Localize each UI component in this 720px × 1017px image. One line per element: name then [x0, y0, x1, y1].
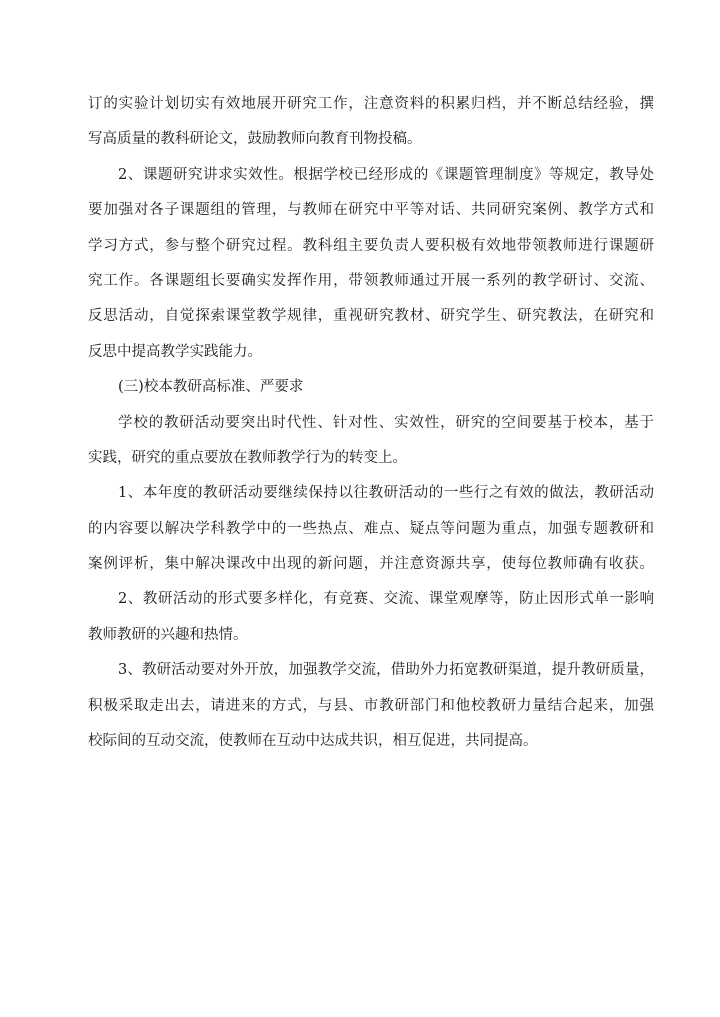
text-line: 的内容要以解决学科教学中的一些热点、难点、疑点等问题为重点，加强专题教研和	[88, 520, 654, 537]
text-line: 学校的教研活动要突出时代性、针对性、实效性，研究的空间要基于校本，基于	[118, 414, 654, 431]
text-line: 2、课题研究讲求实效性。根据学校已经形成的《课题管理制度》等规定，教导处	[118, 166, 654, 183]
text-line: 1、本年度的教研活动要继续保持以往教研活动的一些行之有效的做法，教研活动	[118, 485, 654, 502]
text-line: 校际间的互动交流，使教师在互动中达成共识，相互促进，共同提高。	[88, 733, 538, 750]
text-line: (三)校本教研高标准、严要求	[118, 379, 304, 396]
text-line: 反思中提高教学实践能力。	[88, 343, 262, 360]
text-line: 订的实验计划切实有效地展开研究工作，注意资料的积累归档，并不断总结经验，撰	[88, 96, 654, 112]
text-line: 积极采取走出去，请进来的方式，与县、市教研部门和他校教研力量结合起来，加强	[88, 697, 654, 714]
text-line: 写高质量的教科研论文，鼓励教师向教育刊物投稿。	[88, 131, 422, 148]
body-text	[88, 87, 654, 759]
text-line: 反思活动，自觉探索课堂教学规律，重视研究教材、研究学生、研究教法，在研究和	[88, 308, 654, 325]
text-line: 3、教研活动要对外开放，加强教学交流，借助外力拓宽教研渠道，提升教研质量，	[118, 662, 654, 679]
text-line: 案例评析，集中解决课改中出现的新问题，并注意资源共享，使每位教师确有收获。	[88, 556, 654, 573]
text-line: 教师教研的兴趣和热情。	[88, 626, 248, 643]
text-line: 学习方式，参与整个研究过程。教科组主要负责人要积极有效地带领教师进行课题研	[88, 237, 654, 254]
text-line: 实践，研究的重点要放在教师教学行为的转变上。	[88, 449, 407, 466]
text-line: 要加强对各子课题组的管理，与教师在研究中平等对话、共同研究案例、教学方式和	[88, 202, 654, 219]
text-line: 究工作。各课题组长要确实发挥作用，带领教师通过开展一系列的教学研讨、交流、	[88, 272, 654, 289]
text-line: 2、教研活动的形式要多样化，有竞赛、交流、课堂观摩等，防止因形式单一影响	[118, 591, 654, 608]
